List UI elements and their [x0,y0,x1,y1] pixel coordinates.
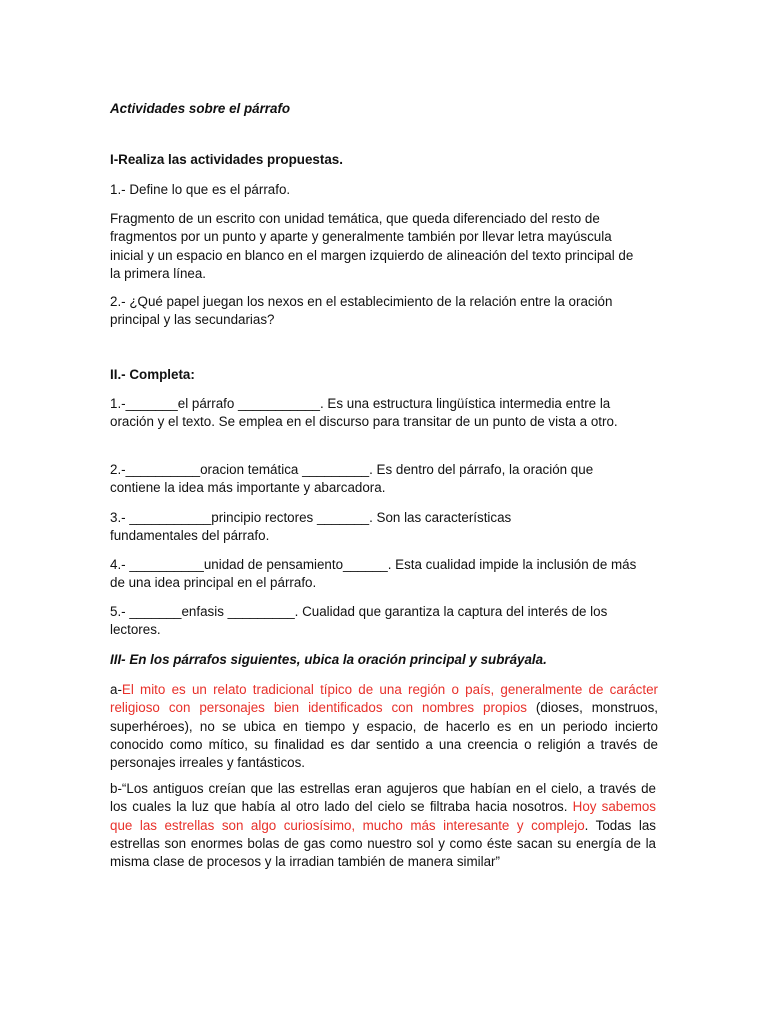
paragraph-a-prefix: a- [110,682,122,697]
section-3-heading: III- En los párrafos siguientes, ubica la oración principal y subráyala. [110,652,547,667]
answer-1: Fragmento de un escrito con unidad temática, que queda diferenciado del resto de fragmentos por un punto y aparte y generalmente también por llevar letra mayúscula inicial y un espacio en blanco en el margen izquierdo de alineación del texto principal de la primera línea. [110,211,634,281]
paragraph-a [110,681,658,772]
paragraph-a-rest: (dioses, monstruos, superhéroes), no se ubica en tiempo y espacio, de hacerlo es en un periodo incierto conocido como mítico, su finalidad es dar sentido a una creencia o religión a través de personajes irreales y fantásticos. [110,700,659,771]
complete-item-4: 4.- __________unidad de pensamiento______. Esta cualidad impide la inclusión de más de una idea principal en el párrafo. [110,557,637,591]
paragraph-b-main-sentence: Hoy sabemos que las estrellas son algo curiosísimo, mucho más interesante y complejo [110,799,656,833]
complete-item-3: 3.- ___________principio rectores _______. Son las características fundamentales del párrafo. [110,510,512,544]
complete-item-1: 1.-_______el párrafo ___________. Es una estructura lingüística intermedia entre la oración y el texto. Se emplea en el discurso para transitar de un punto de vista a otro. [110,396,618,430]
paragraph-b-start: b-“Los antiguos creían que las estrellas eran agujeros que habían en el cielo, a través de los cuales la luz que había al otro lado del cielo se filtraba hacia nosotros. [110,781,656,815]
document-title: Actividades sobre el párrafo [110,101,291,116]
complete-item-5: 5.- _______enfasis _________. Cualidad que garantiza la captura del interés de los lectores. [110,604,608,638]
paragraph-b [110,780,656,871]
section-2-heading: II.- Completa: [110,367,195,382]
question-1: 1.- Define lo que es el párrafo. [110,182,291,197]
section-1-heading: I-Realiza las actividades propuestas. [110,152,343,167]
question-2: 2.- ¿Qué papel juegan los nexos en el establecimiento de la relación entre la oración principal y las secundarias? [110,294,613,328]
complete-item-2: 2.-__________oracion temática _________. Es dentro del párrafo, la oración que contiene la idea más importante y abarcadora. [110,462,594,496]
paragraph-b-end: . Todas las estrellas son enormes bolas de gas como nuestro sol y como éste sacan su energía de la misma clase de procesos y la irradian también de manera similar” [110,817,656,870]
paragraph-a-main-sentence: El mito es un relato tradicional típico de una región o país, generalmente de carácter religioso con personajes bien identificados con nombres propios [110,682,658,716]
